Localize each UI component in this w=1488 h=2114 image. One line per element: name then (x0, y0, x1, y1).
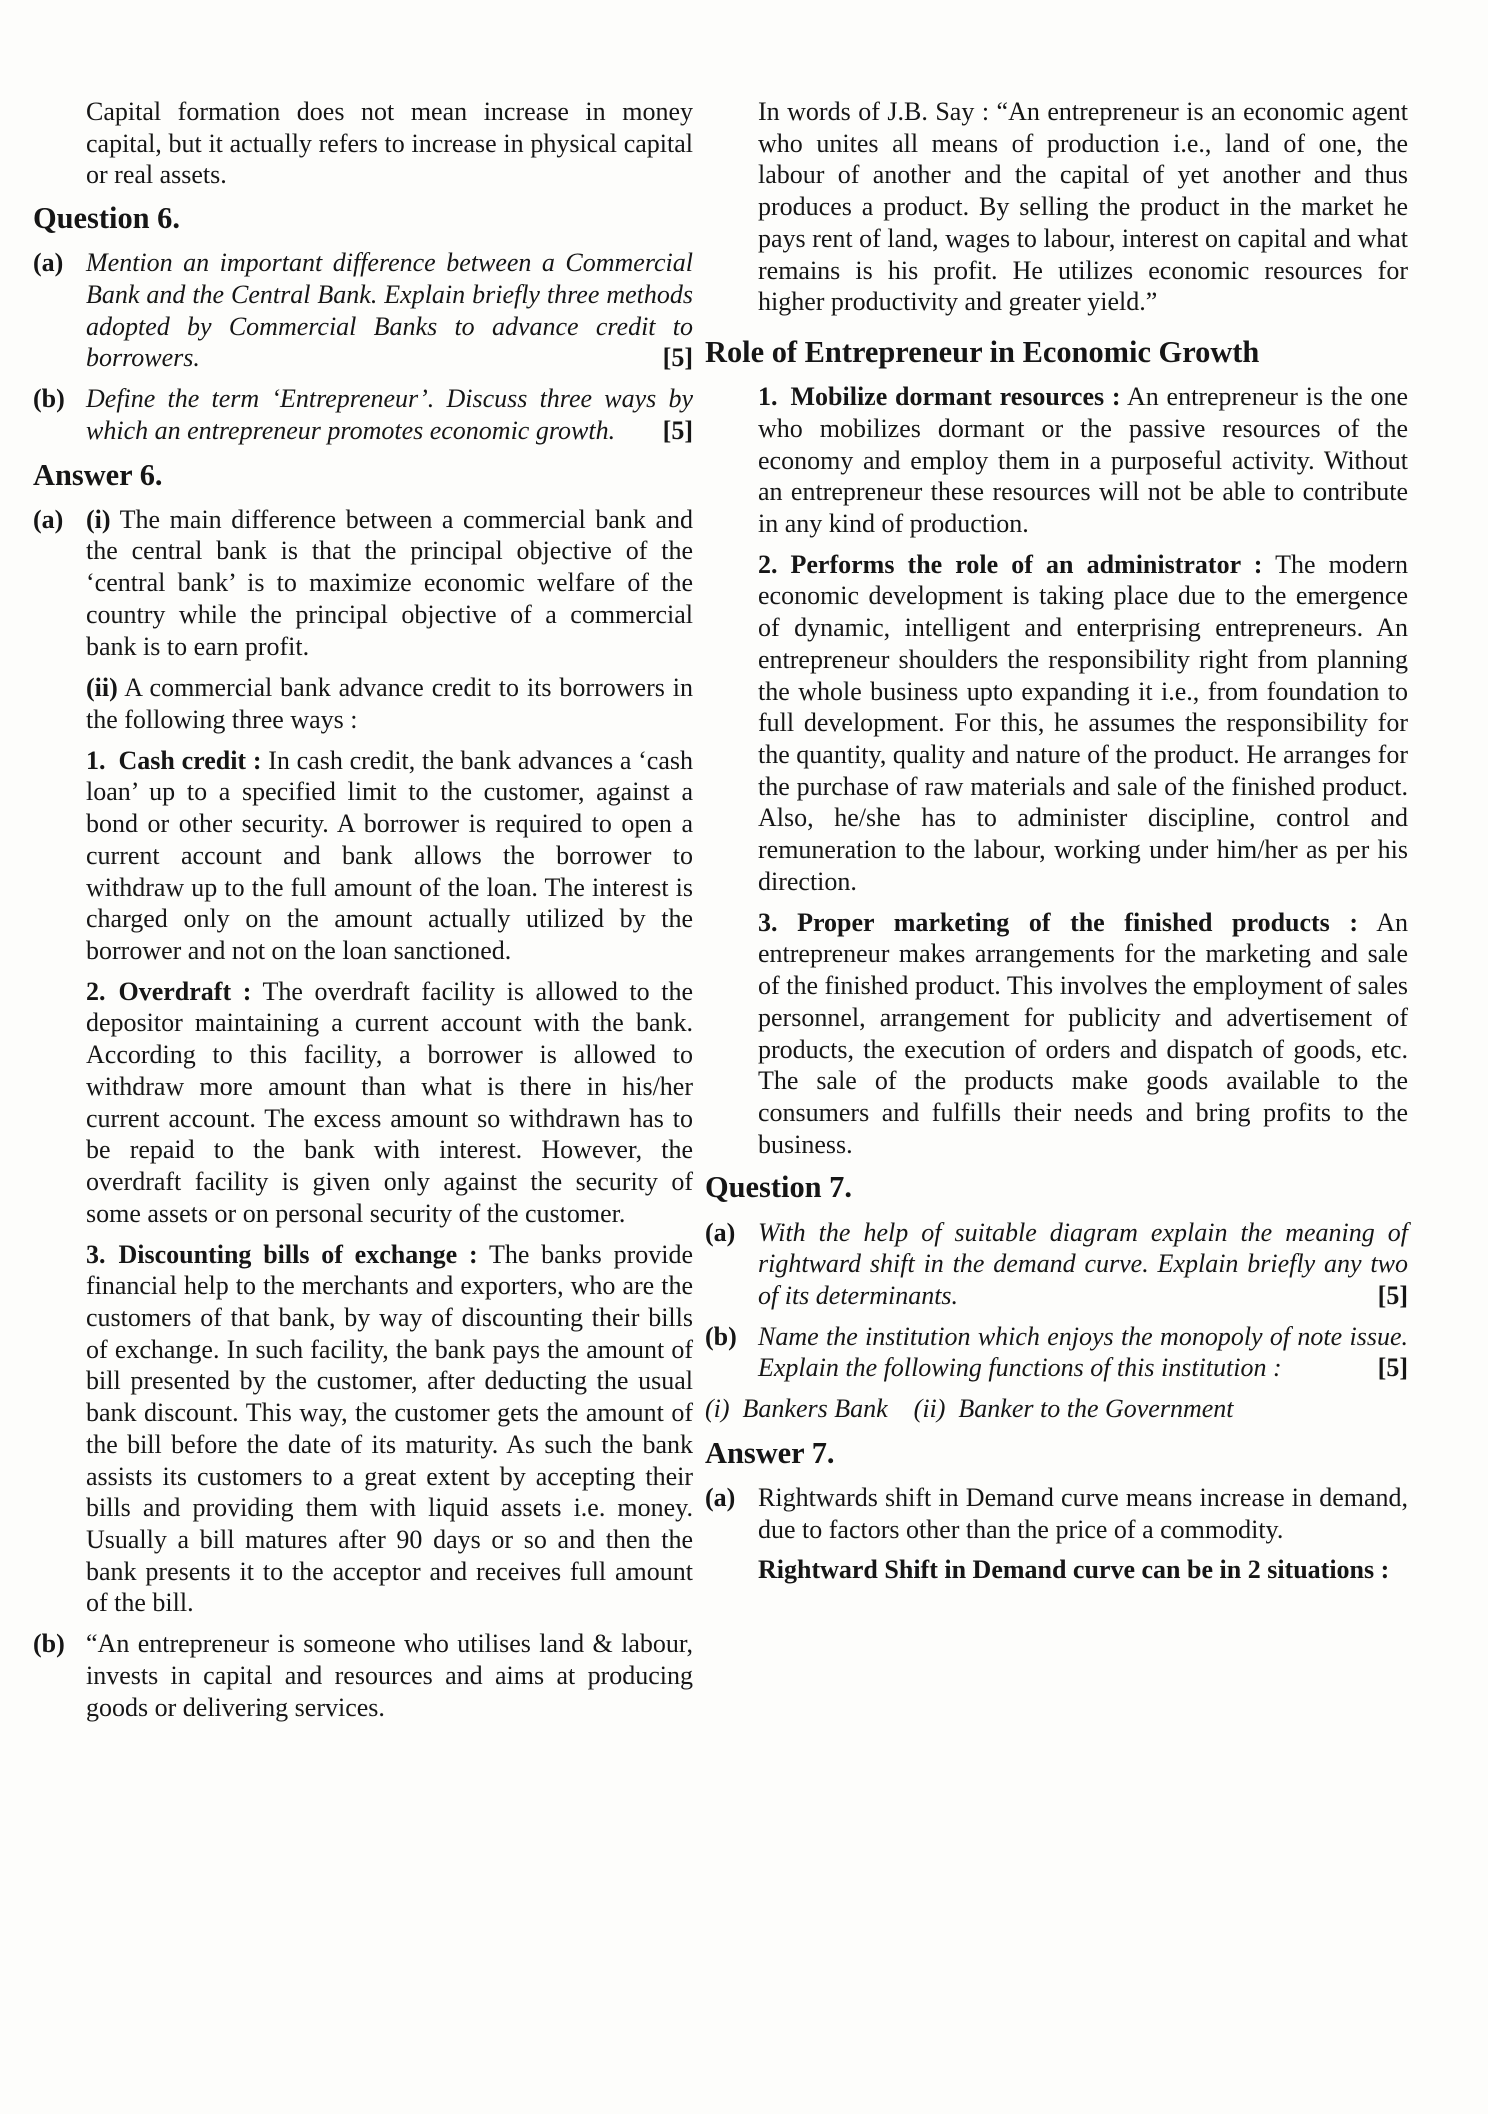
credit-way-2-paragraph (86, 976, 693, 1230)
question-6a-item (33, 247, 693, 374)
answer-6a-ii-lead: (ii) (86, 673, 118, 703)
question-7b-subparts: (i) Bankers Bank (ii) Banker to the Government (705, 1394, 1234, 1424)
credit-way-1-paragraph (86, 745, 693, 967)
role-3-paragraph (758, 907, 1408, 1161)
question-7a-item (705, 1217, 1408, 1312)
question-6a-body (86, 247, 693, 374)
answer-6a-body (86, 504, 693, 663)
answer-7a-label: (a) (705, 1482, 736, 1512)
question-6a-text: Mention an important difference between a Commercial Bank and the Central Bank. Explain briefly three methods adopted by Commercial Banks to advance credit to borrowers. (86, 248, 693, 373)
jb-say-paragraph: In words of J.B. Say : “An entrepreneur is an economic agent who unites all means of production i.e., land of one, the labour of another and the capital of yet another and thus produces a product. By selling the product in the market he pays rent of land, wages to labour, interest on capital and what remains is his profit. He utilizes economic resources for higher productivity and greater yield.” (758, 97, 1408, 317)
role-2-lead: 2. Performs the role of an administrator : (758, 549, 1263, 579)
answer-6a-ii-text: A commercial bank advance credit to its borrowers in the following three ways : (86, 673, 693, 734)
question-7b-body (758, 1321, 1408, 1384)
answer-6b-item (33, 1628, 693, 1723)
role-1-text: An entrepreneur is the one who mobilizes dormant or the passive resources of the economy and employ them in a purposeful activity. Without an entrepreneur these resources will not be able to contribute in any kind of production. (758, 382, 1408, 539)
question-6a-marks: [5] (662, 343, 693, 373)
question-7a-body (758, 1217, 1408, 1312)
role-3-lead: 3. Proper marketing of the finished products : (758, 907, 1359, 937)
credit-way-3-paragraph (86, 1239, 693, 1620)
question-7b-marks: [5] (1377, 1353, 1408, 1383)
answer-7a-text: Rightwards shift in Demand curve means increase in demand, due to factors other than the price of a commodity. (758, 1482, 1408, 1544)
question-6b-text: Define the term ‘Entrepreneur’. Discuss three ways by which an entrepreneur promotes economic growth. (86, 384, 693, 445)
question-6a-label: (a) (33, 248, 64, 278)
credit-way-2-text: The overdraft facility is allowed to the depositor maintaining a current account with the bank. According to this facility, a borrower is allowed to withdraw more amount than what is there in his/her current account. The excess amount so withdrawn has to be repaid to the bank with interest. However, the overdraft facility is given only against the security of some assets or on personal security of the customer. (86, 976, 694, 1228)
question-6-heading: Question 6. (33, 201, 180, 236)
capital-formation-paragraph: Capital formation does not mean increase in money capital, but it actually refers to increase in physical capital or real assets. (86, 97, 693, 190)
role-1-paragraph (758, 381, 1408, 540)
question-6b-label: (b) (33, 384, 65, 414)
question-7a-text: With the help of suitable diagram explain the meaning of rightward shift in the demand curve. Explain briefly any two of its determinants. (758, 1217, 1408, 1310)
answer-6-heading: Answer 6. (33, 457, 163, 492)
role-2-paragraph (758, 549, 1408, 898)
role-3-text: An entrepreneur makes arrangements for the marketing and sale of the finished product. This involves the employment of sales personnel, arrangement for publicity and advertisement of products, the execution of orders and dispatch of goods, etc. The sale of the products make goods available to the consumers and fulfills their needs and bring profits to the business. (758, 907, 1408, 1159)
role-of-entrepreneur-heading: Role of Entrepreneur in Economic Growth (705, 335, 1260, 370)
answer-6a-ii-paragraph (86, 672, 693, 735)
answer-7a-item (705, 1482, 1408, 1545)
credit-way-3-lead: 3. Discounting bills of exchange : (86, 1239, 478, 1269)
question-7b-label: (b) (705, 1321, 737, 1351)
credit-way-1-lead: 1. Cash credit : (86, 745, 262, 775)
left-column (33, 96, 693, 2074)
credit-way-3-text: The banks provide financial help to the merchants and exporters, who are the customers of that bank, by way of discounting their bills of exchange. In such facility, the bank pays the amount of bill presented by the customer, after deducting the usual bank discount. This way, the customer gets the amount of the bill before the date of its maturity. As such the bank assists its customers to a great extent by accepting their bills and providing them with liquid assets i.e. money. Usually a bill matures after 90 days or so and then the bank presents it to the acceptor and receives full amount of the bill. (86, 1239, 693, 1618)
rightward-shift-bold-line: Rightward Shift in Demand curve can be in 2 situations : (758, 1555, 1390, 1585)
right-column (705, 96, 1408, 2074)
answer-6a-label: (a) (33, 504, 64, 534)
answer-6a-i-lead: (i) (86, 504, 111, 534)
question-7-heading: Question 7. (705, 1170, 852, 1205)
answer-6a-item (33, 504, 693, 663)
answer-7a-body (758, 1482, 1408, 1545)
question-6b-body (86, 383, 693, 446)
answer-6b-text: “An entrepreneur is someone who utilises land & labour, invests in capital and resources and aims at producing goods or delivering services. (86, 1629, 693, 1722)
role-2-text: The modern economic development is taking place due to the emergence of dynamic, intelligent and enterprising entrepreneurs. An entrepreneur shoulders the responsibility right from planning the whole business upto expanding it i.e., from foundation to full development. For this, he assumes the responsibility for the quantity, quality and nature of the product. He arranges for the purchase of raw materials and sale of the finished product. Also, he/she has to administer discipline, control and remuneration to the labour, working under him/her as per his direction. (758, 549, 1409, 896)
answer-6a-i-text: The main difference between a commercial bank and the central bank is that the principal objective of the ‘central bank’ is to maximize economic welfare of the country while the principal objective of a commercial bank is to earn profit. (86, 504, 693, 661)
question-7a-label: (a) (705, 1217, 736, 1247)
question-6b-marks: [5] (662, 415, 693, 445)
role-1-lead: 1. Mobilize dormant resources : (758, 382, 1121, 412)
credit-way-1-text: In cash credit, the bank advances a ‘cash loan’ up to a specified limit to the customer, against a bond or other security. A borrower is required to open a current account and bank allows the borrower to withdraw up to the full amount of the loan. The interest is charged only on the amount actually utilized by the borrower and not on the loan sanctioned. (86, 745, 693, 966)
answer-6b-label: (b) (33, 1629, 65, 1659)
question-7b-text: Name the institution which enjoys the monopoly of note issue. Explain the following functions of this institution : (758, 1321, 1408, 1383)
answer-7-heading: Answer 7. (705, 1435, 835, 1470)
answer-6b-body (86, 1628, 693, 1723)
credit-way-2-lead: 2. Overdraft : (86, 976, 252, 1006)
question-7b-item (705, 1321, 1408, 1384)
question-7a-marks: [5] (1377, 1280, 1408, 1310)
question-6b-item (33, 383, 693, 446)
